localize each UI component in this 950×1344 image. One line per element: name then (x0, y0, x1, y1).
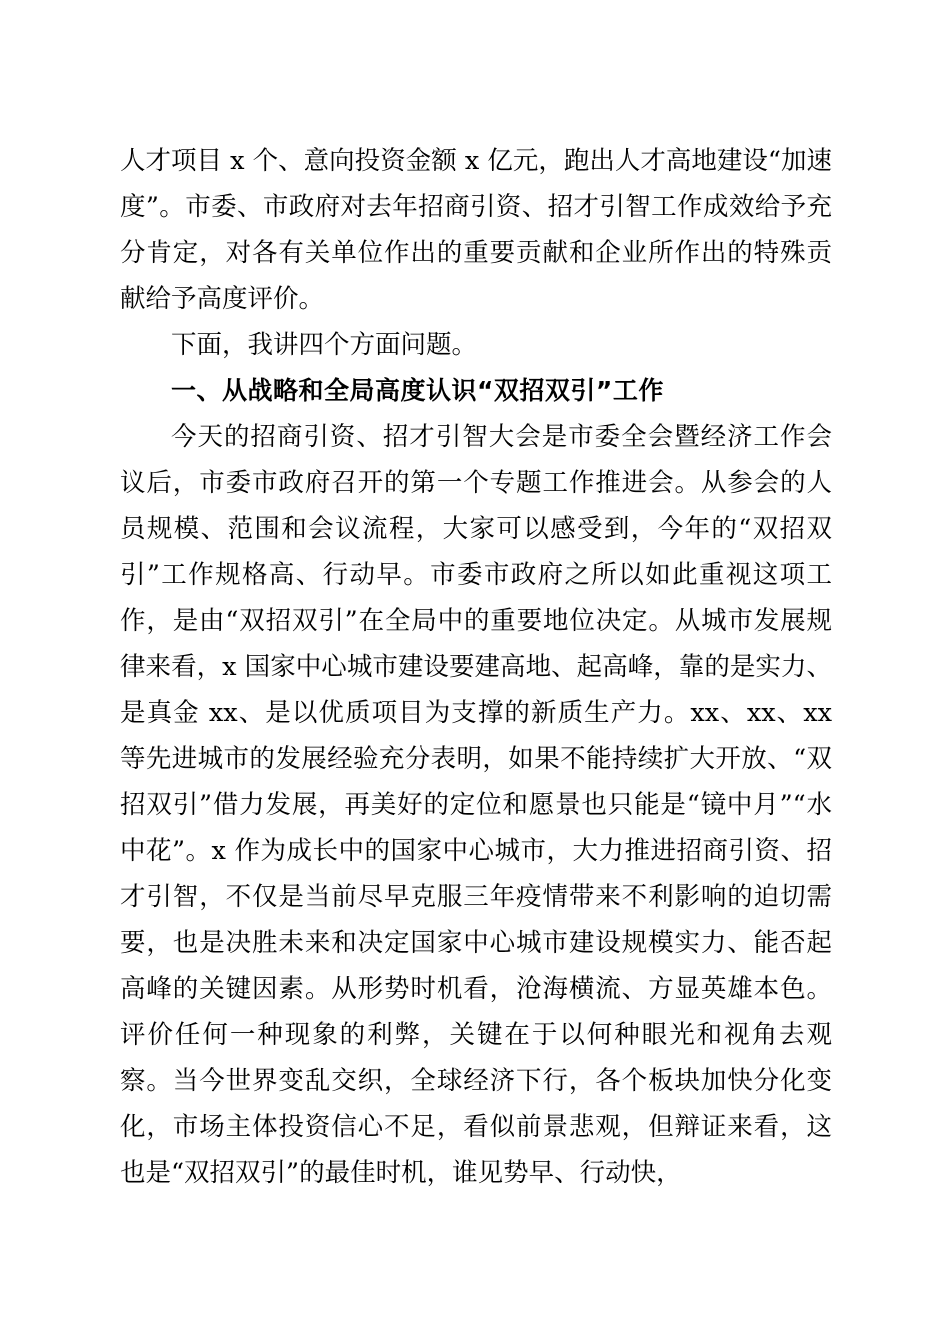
section-heading: 一、从战略和全局高度认识“双招双引”工作 (171, 376, 664, 405)
paragraph-body: 今天的招商引资、招才引智大会是市委全会暨经济工作会议后，市委市政府召开的第一个专题工作推进会。从参会的人员规模、范围和会议流程，大家可以感受到，今年的“双招双引”工作规格高、行动早。市委市政府之所以如此重视这项工作，是由“双招双引”在全局中的重要地位决定。从城市发展规律来看，x 国家中心城市建设要建高地、起高峰，靠的是实力、是真金 xx、是以优质项目为支撑的新质生产力。xx、xx、xx 等先进城市的发展经验充分表明，如果不能持续扩大开放、“双招双引”借力发展，再美好的定位和愿景也只能是“镜中月”“水中花”。x 作为成长中的国家中心城市，大力推进招商引资、招才引智，不仅是当前尽早克服三年疫情带来不利影响的迫切需要，也是决胜未来和决定国家中心城市建设规模实力、能否起高峰的关键因素。从形势时机看，沧海横流、方显英雄本色。评价任何一种现象的利弊，关键在于以何种眼光和视角去观察。当今世界变乱交织，全球经济下行，各个板块加快分化变化，市场主体投资信心不足，看似前景悲观，但辩证来看，这也是“双招双引”的最佳时机，谁见势早、行动快， (120, 422, 832, 1188)
document-page (120, 138, 832, 1196)
paragraph-intro: 下面，我讲四个方面问题。 (171, 330, 478, 360)
paragraph-continued: 人才项目 x 个、意向投资金额 x 亿元，跑出人才高地建设“加速度”。市委、市政府对去年招商引资、招才引智工作成效给予充分肯定，对各有关单位作出的重要贡献和企业所作出的特殊贡献给予高度评价。 (120, 146, 832, 314)
